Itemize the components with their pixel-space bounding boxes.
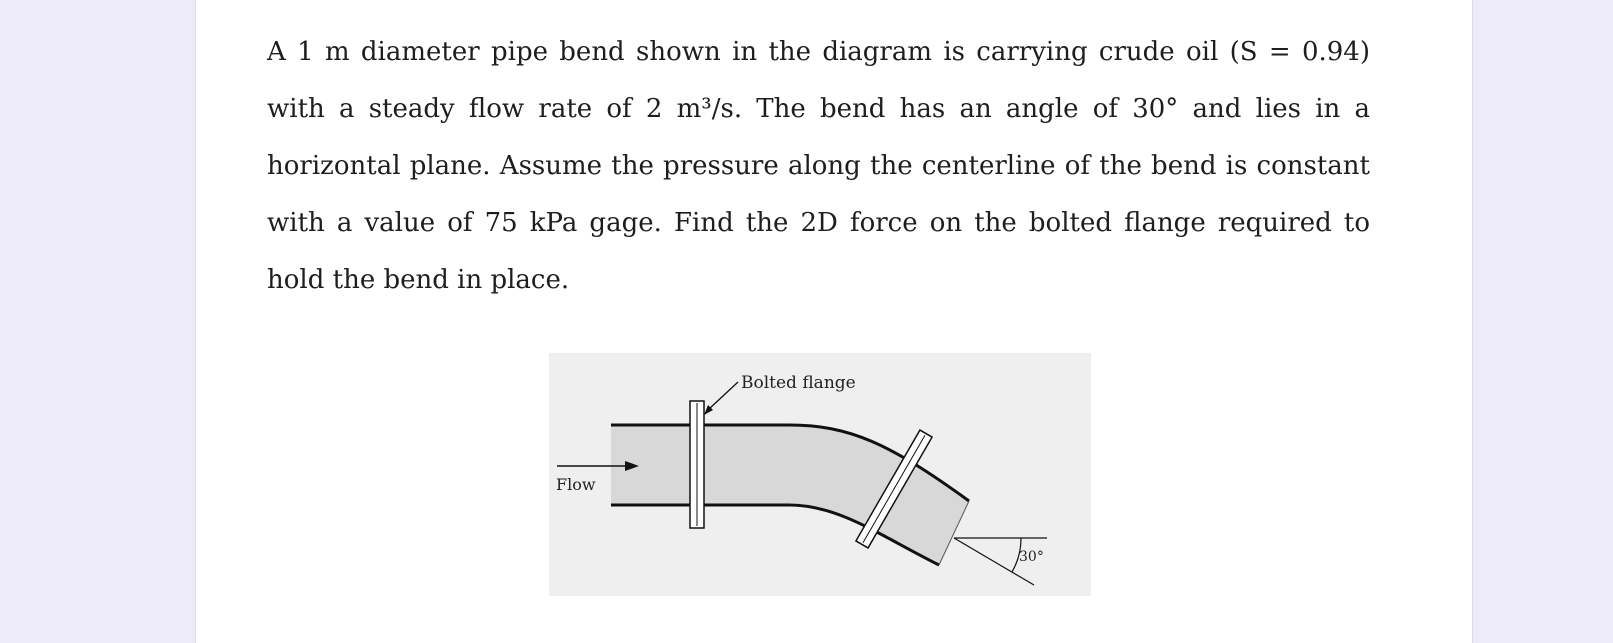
flange-label-leader <box>709 382 738 409</box>
pipe-bend-svg <box>549 353 1091 596</box>
pipe-bend-diagram <box>549 353 1091 596</box>
problem-statement: A 1 m diameter pipe bend shown in the diagram is carrying crude oil (S = 0.94) with a steady flow rate of 2 m³/s. The bend has an angle of 30° and lies in a horizontal plane. Assume the pressure along the centerline of the bend is constant with a value of 75 kPa gage. Find the 2D force on the bolted flange required to hold the bend in place. <box>267 37 1370 295</box>
document-page <box>195 0 1473 643</box>
angle-label: 30° <box>1019 549 1044 565</box>
bolted-flange-label: Bolted flange <box>741 373 856 393</box>
flow-label: Flow <box>556 475 596 494</box>
